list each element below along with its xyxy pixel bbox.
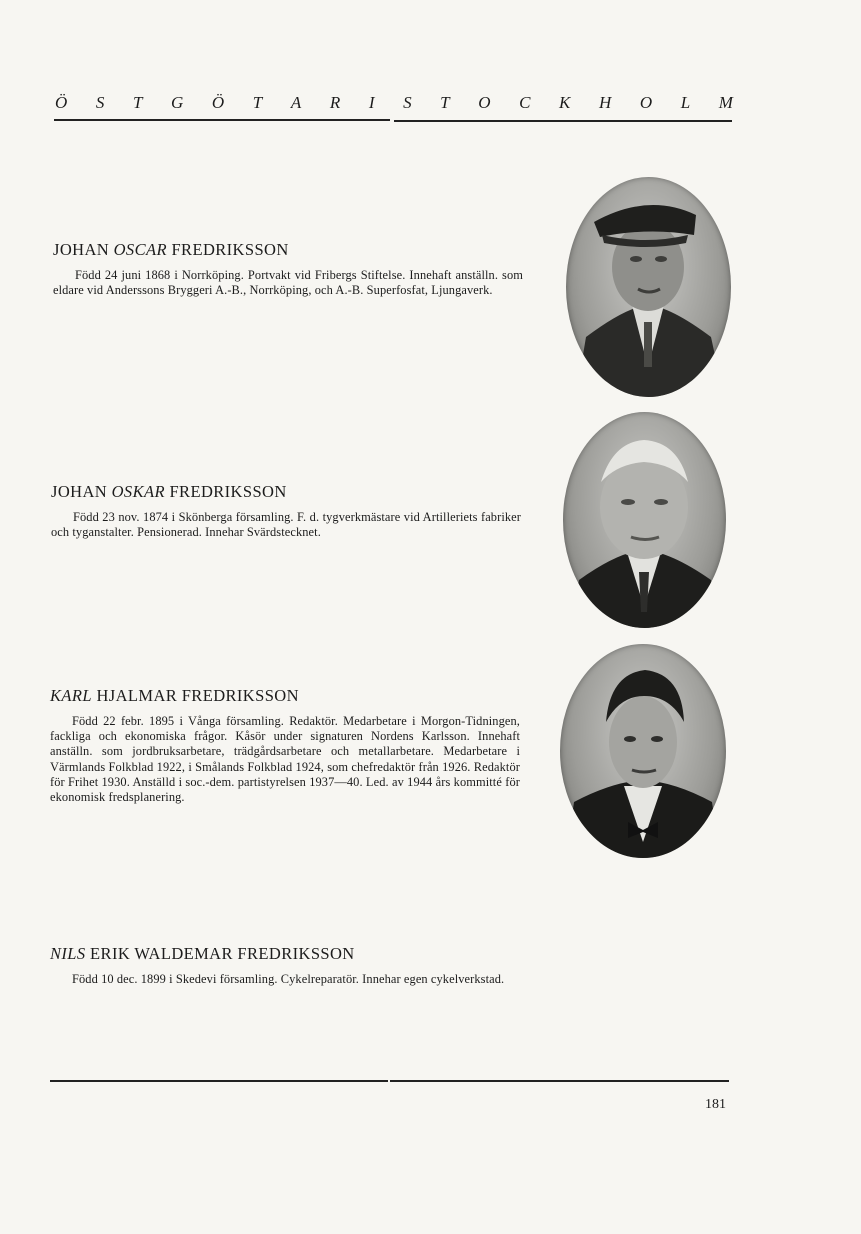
biography-entry [50,944,520,987]
footer-rule-right [390,1080,729,1082]
page-number: 181 [705,1097,726,1112]
header-letter: C [519,93,531,112]
header-letter: T [132,93,143,112]
header-letter: H [598,93,612,112]
header-letter: Ö [55,93,68,112]
entry-bio: Född 22 febr. 1895 i Vånga församling. Redaktör. Medarbetare i Morgon-Tidningen, fackliga och ekonomiska frågor. Kåsör under signaturen Nordens Karlsson. Innehaft anställn. som jordbruksarbetare, trädgårdsarbetare och metallarbetare. Medarbetare i Värmlands Folkblad 1922, i Smålands Folkblad 1924, som chefredaktör från 1926. Redaktör för Frihet 1930. Anställd i soc.-dem. partistyrelsen 1937—40. Led. av 1944 års kommitté för ekonomisk fredsplanering. [50,714,520,805]
running-header [55,93,733,113]
header-letter: S [95,93,105,112]
header-letter: G [171,93,184,112]
header-letter: Ö [211,93,225,112]
header-letter: T [440,93,450,112]
header-letter: M [718,93,733,112]
portrait-photo [566,177,731,397]
header-letter: A [290,93,302,112]
header-letter: K [559,93,571,112]
portrait-photo [560,644,726,858]
entry-name: JOHAN OSCAR FREDRIKSSON [53,240,289,259]
header-letter: I [368,93,375,112]
biography-entry [53,240,523,298]
biography-entry [51,482,521,540]
entry-bio: Född 24 juni 1868 i Norrköping. Portvakt vid Fribergs Stiftelse. Innehaft anställn. som eldare vid Anderssons Bryggeri A.-B., Norrköping, och A.-B. Superfosfat, Ljungaverk. [53,268,523,298]
entry-bio: Född 23 nov. 1874 i Skönberga församling. F. d. tygverkmästare vid Artilleriets fabriker och tyganstalter. Pensionerad. Innehar Svärdstecknet. [51,510,521,540]
biography-entry [50,686,520,805]
header-letter: O [639,93,653,112]
header-letter: O [478,93,491,112]
entry-bio: Född 10 dec. 1899 i Skedevi församling. Cykelreparatör. Innehar egen cykelverkstad. [72,972,505,986]
entry-name: JOHAN OSKAR FREDRIKSSON [51,482,287,501]
header-rule-right [394,120,732,122]
entry-name: KARL HJALMAR FREDRIKSSON [50,686,299,705]
header-letter: T [252,93,263,112]
portrait-photo [563,412,726,628]
header-letter: R [329,93,341,112]
header-rule-left [54,119,390,121]
footer-rule-left [50,1080,388,1082]
header-letter: L [680,93,691,112]
entry-name: NILS ERIK WALDEMAR FREDRIKSSON [50,944,355,963]
header-letter: S [403,93,412,112]
